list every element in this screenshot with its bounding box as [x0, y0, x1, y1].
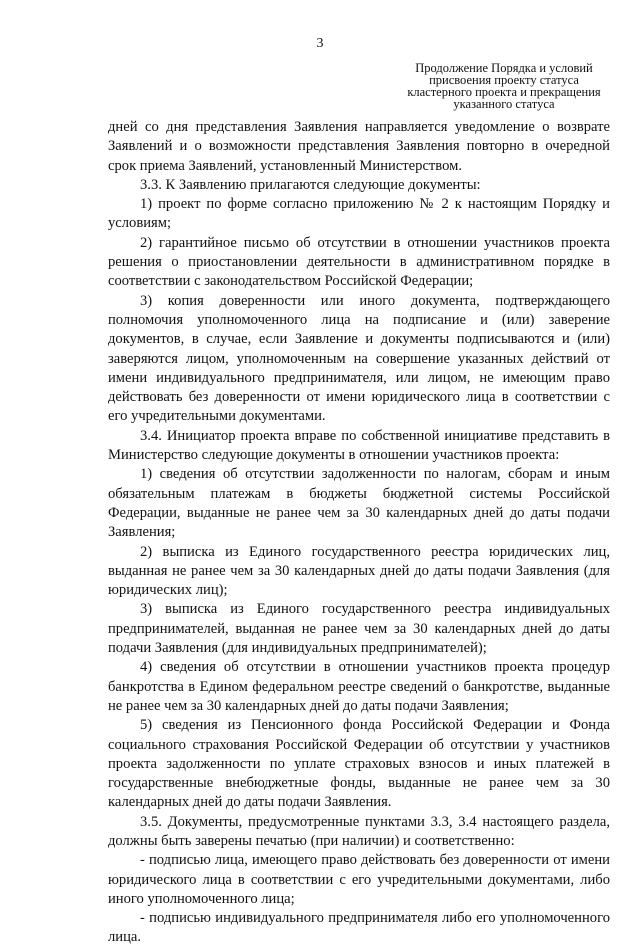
page-number: 3 — [316, 36, 324, 51]
paragraph: 5) сведения из Пенсионного фонда Российской Федерации и Фонда социального страхования Российской Федерации об отсутствии у участников проекта задолженности по уплате страховых взносов и иных платежей в государственные внебюджетные фонды, выданные не ранее чем за 30 календарных дней до даты подачи Заявления. — [108, 717, 610, 811]
paragraph: 4) сведения об отсутствии в отношении участников проекта процедур банкротства в Едином федеральном реестре сведений о банкротстве, выданные не ранее чем за 30 календарных дней до даты подачи Заявления; — [108, 659, 610, 714]
header-line: присвоения проекту статуса — [429, 73, 579, 87]
document-body — [108, 118, 610, 948]
paragraph: 3) копия доверенности или иного документа, подтверждающего полномочия уполномоченного лица на подписание и (или) заверение документов, в случае, если Заявление и документы подписываются и (или) заверяются лицом, уполномоченным на совершение указанных действий от имени индивидуального предпринимателя, или лицом, не имеющим право действовать без доверенности от имени юридического лица в соответствии с его учредительными документами. — [108, 292, 610, 425]
paragraph: - подписью лица, имеющего право действовать без доверенности от имени юридического лица в соответствии с его учредительными документами, либо иного уполномоченного лица; — [108, 852, 610, 907]
paragraph: 3.4. Инициатор проекта вправе по собственной инициативе представить в Министерство следующие документы в отношении участников проекта: — [108, 427, 610, 464]
paragraph: - подписью индивидуального предпринимателя либо его уполномоченного лица. — [108, 910, 610, 946]
header-line: Продолжение Порядка и условий — [415, 61, 593, 75]
paragraph: 1) сведения об отсутствии задолженности по налогам, сборам и иным обязательным платежам в бюджеты бюджетной системы Российской Федерации, выданные не ранее чем за 30 календарных дней до даты подачи Заявления; — [108, 466, 610, 541]
paragraph: 3.5. Документы, предусмотренные пунктами 3.3, 3.4 настоящего раздела, должны быть заверены печатью (при наличии) и соответственно: — [108, 813, 610, 849]
paragraph: 2) выписка из Единого государственного реестра юридических лиц, выданная не ранее чем за 30 календарных дней до даты подачи Заявления (для юридических лиц); — [108, 543, 610, 599]
paragraph: дней со дня представления Заявления направляется уведомление о возврате Заявлений и о возможности представления Заявления повторно в очередной срок приема Заявлений, установленный Министерством. — [108, 119, 610, 174]
header-line: кластерного проекта и прекращения — [407, 85, 601, 99]
paragraph: 3) выписка из Единого государственного реестра индивидуальных предпринимателей, выданная не ранее чем за 30 календарных дней до даты подачи Заявления (для индивидуальных предпринимателей); — [108, 601, 610, 657]
paragraph: 2) гарантийное письмо об отсутствии в отношении участников проекта решения о приостановлении деятельности в административном порядке в соответствии с законодательством Российской Федерации; — [108, 234, 610, 290]
header-note — [398, 62, 610, 110]
paragraph: 3.3. К Заявлению прилагаются следующие документы: — [140, 176, 481, 193]
paragraph: 1) проект по форме согласно приложению № 2 к настоящим Порядку и условиям; — [108, 196, 610, 232]
header-line: указанного статуса — [453, 97, 555, 111]
